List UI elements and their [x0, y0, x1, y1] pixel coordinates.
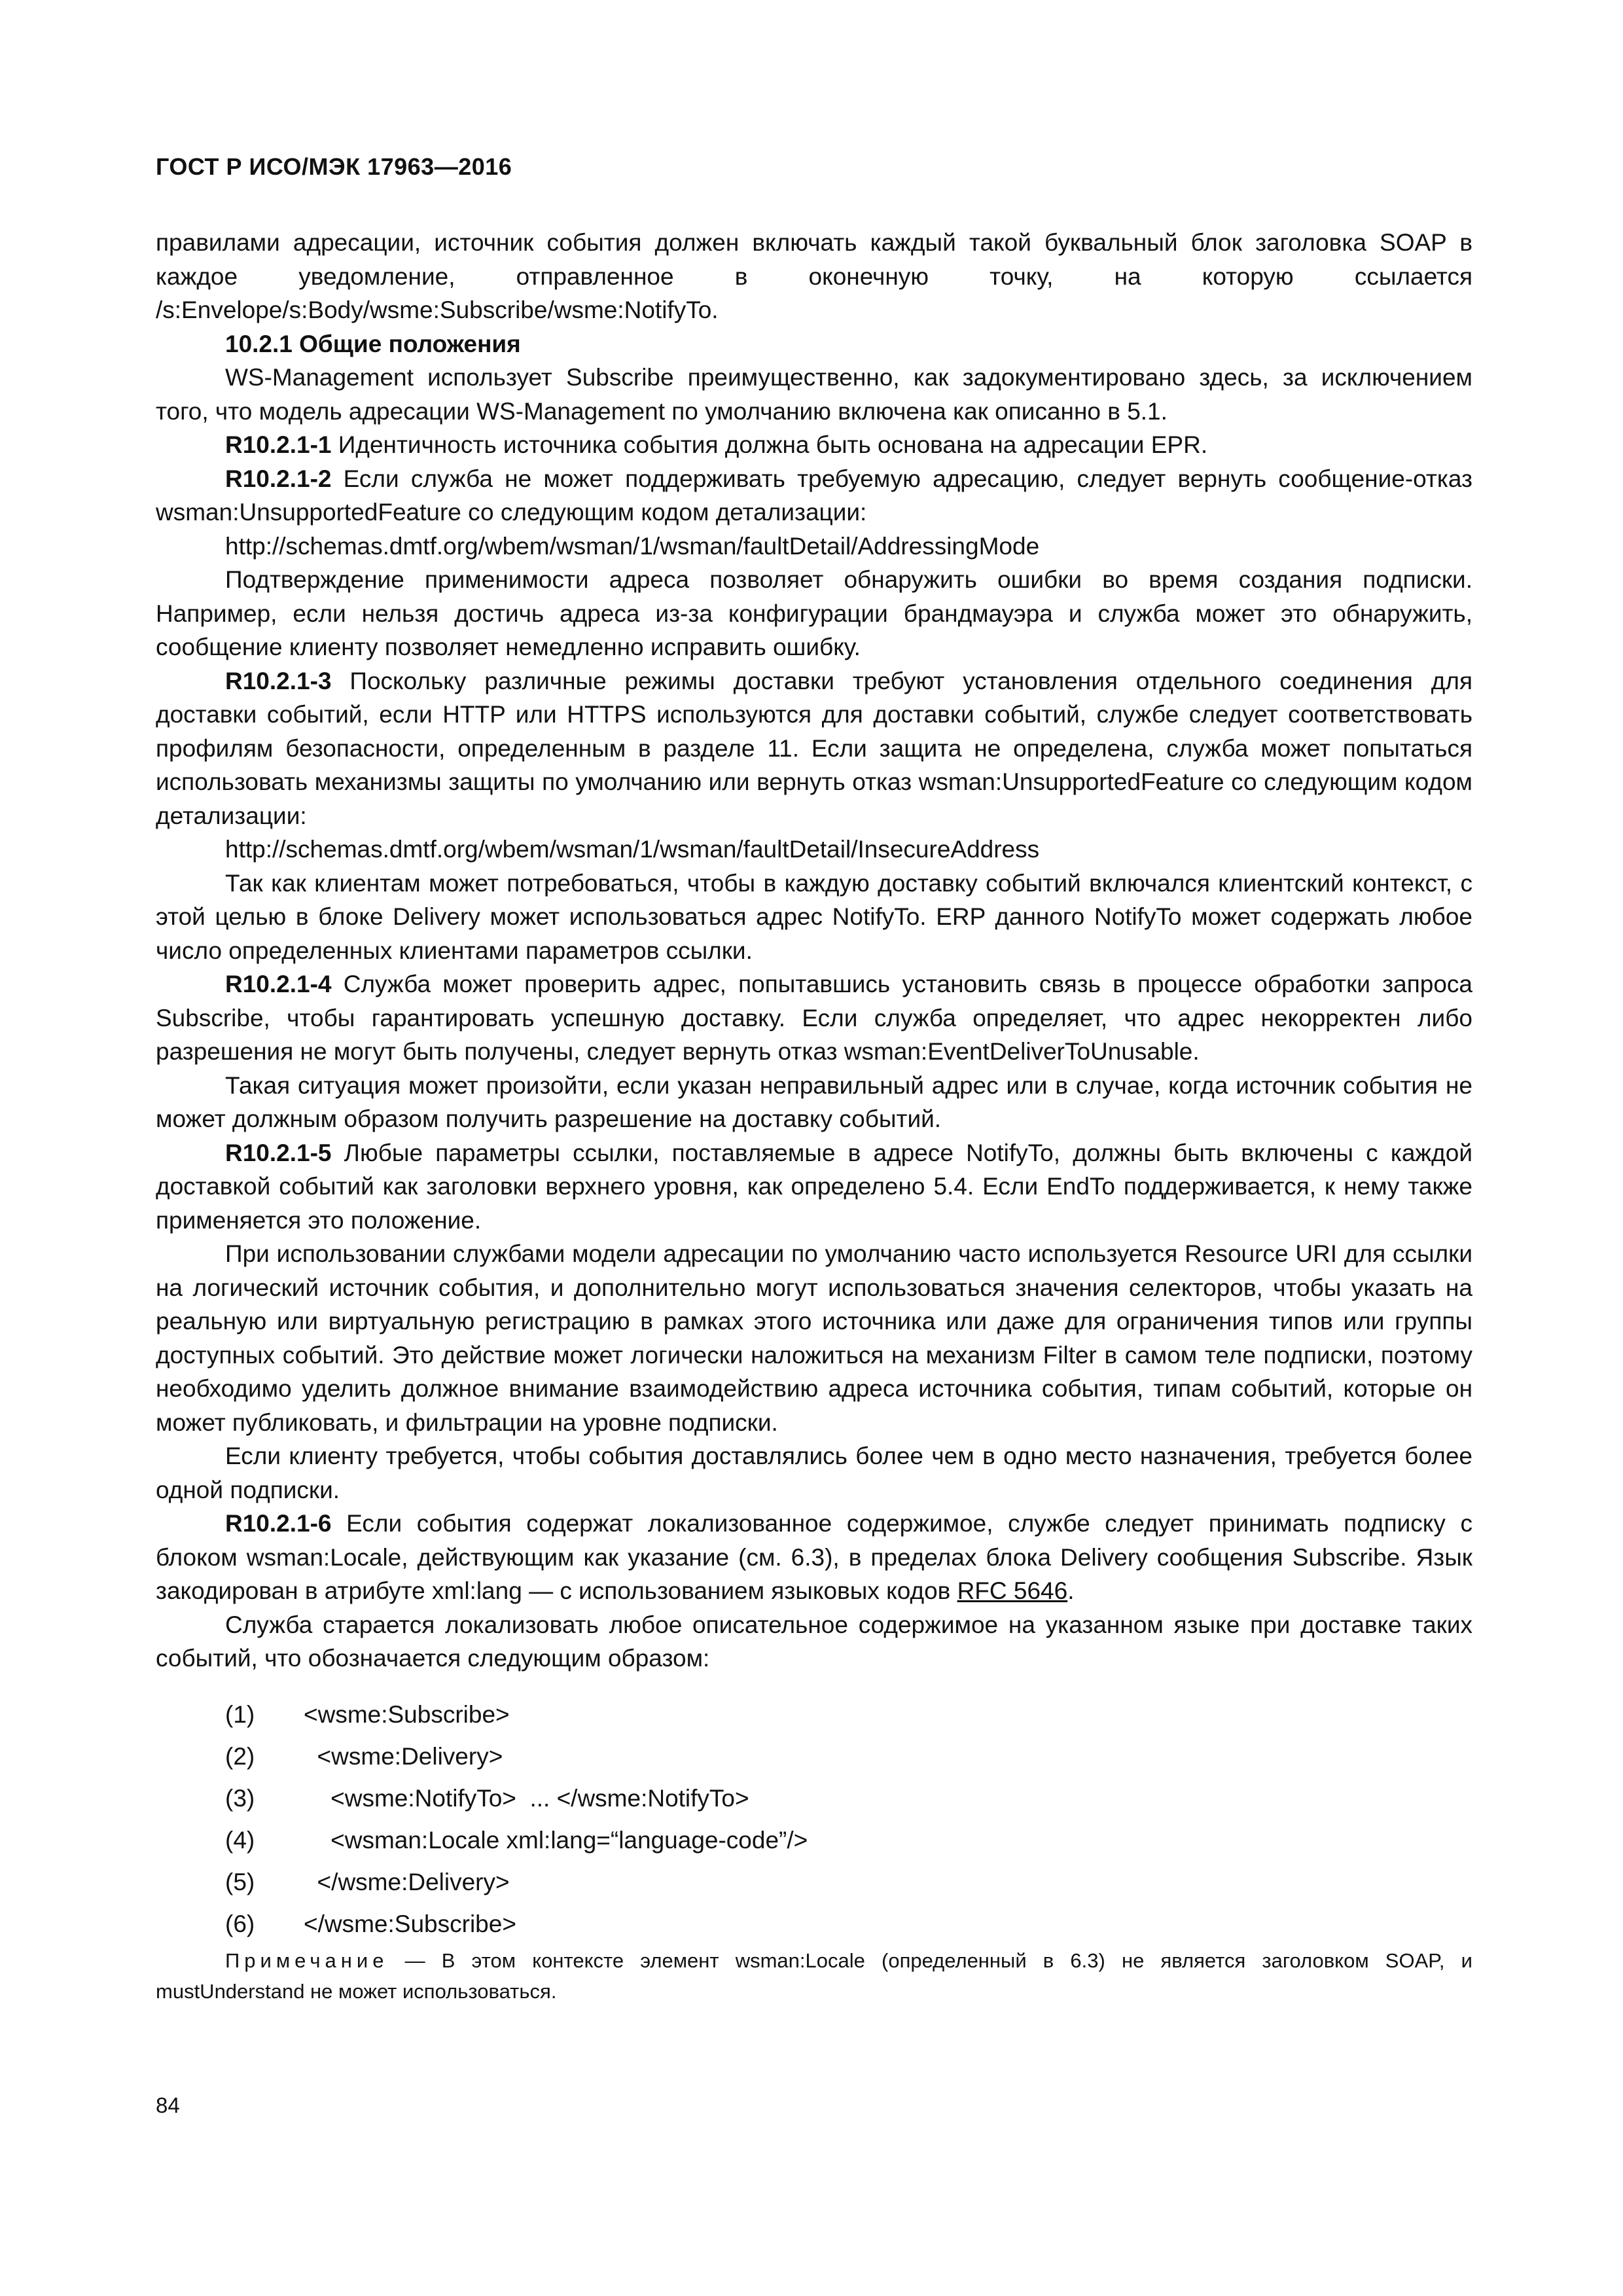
code-line [156, 1820, 1472, 1861]
code-line [156, 1861, 1472, 1903]
code-line-text: <wsme:Subscribe> [304, 1700, 510, 1728]
rfc-5646-link[interactable]: RFC 5646 [957, 1577, 1068, 1604]
code-line-text: <wsme:NotifyTo> ... </wsme:NotifyTo> [304, 1784, 749, 1812]
requirement-r4 [156, 967, 1472, 1069]
requirement-r2 [156, 462, 1472, 529]
note [156, 1945, 1472, 2007]
paragraph-localize: Служба старается локализовать любое описательное содержимое на указанном языке при доставке таких событий, что обозначается следующим образом: [156, 1611, 1472, 1672]
document-header: ГОСТ Р ИСО/МЭК 17963—2016 [156, 153, 512, 180]
section-heading: 10.2.1 Общие положения [225, 330, 521, 357]
paragraph-intro: WS-Management использует Subscribe преимущественно, как задокументировано здесь, за исключением того, что модель адресации WS-Management по умолчанию включена как описанно в 5.1. [156, 364, 1472, 425]
fault-detail-uri: http://schemas.dmtf.org/wbem/wsman/1/wsman/faultDetail/AddressingMode [225, 532, 1040, 560]
paragraph-multi: Если клиенту требуется, чтобы события доставлялись более чем в одно место назначения, требуется более одной подписки. [156, 1443, 1472, 1503]
code-line [156, 1694, 1472, 1736]
code-line-number: (5) [225, 1868, 255, 1895]
document-body [156, 226, 1472, 2007]
requirement-text-end: . [1067, 1577, 1075, 1604]
code-example [156, 1694, 1472, 1945]
page-number: 84 [156, 2093, 180, 2117]
requirement-text: Идентичность источника события должна быть основана на адресации EPR. [331, 431, 1208, 458]
code-line-text: </wsme:Delivery> [304, 1868, 510, 1895]
requirement-id: R10.2.1-1 [225, 431, 332, 458]
code-line [156, 1778, 1472, 1820]
code-line [156, 1903, 1472, 1945]
requirement-r6 [156, 1507, 1472, 1608]
paragraph-continuation: правилами адресации, источник события должен включать каждый такой буквальный блок заголовка SOAP в каждое уведомление, отправленное в оконечную точку, на которую ссылается /s:Envelope/s:Body/wsme:Subscribe/wsme:NotifyTo. [156, 229, 1472, 323]
requirement-r5 [156, 1136, 1472, 1238]
code-line-number: (3) [225, 1784, 255, 1812]
paragraph-confirm: Подтверждение применимости адреса позволяет обнаружить ошибки во время создания подписки. Например, если нельзя достичь адреса из-за конфигурации брандмауэра и служба может это обнаружить, сообщение клиенту позволяет немедленно исправить ошибку. [156, 566, 1472, 660]
code-line-number: (2) [225, 1742, 255, 1770]
fault-detail-uri: http://schemas.dmtf.org/wbem/wsman/1/wsman/faultDetail/InsecureAddress [225, 836, 1040, 863]
code-line-text: <wsman:Locale xml:lang=“language-code”/> [304, 1826, 808, 1854]
requirement-text: Если служба не может поддерживать требуемую адресацию, следует вернуть сообщение-отказ wsman:UnsupportedFeature со следующим кодом детализации: [156, 465, 1472, 526]
requirement-id: R10.2.1-2 [225, 465, 332, 492]
code-line [156, 1736, 1472, 1778]
requirement-id: R10.2.1-3 [225, 667, 332, 694]
code-line-number: (1) [225, 1700, 255, 1728]
requirement-id: R10.2.1-4 [225, 971, 332, 997]
note-label: Примечание [225, 1948, 389, 1972]
requirement-text: Если события содержат локализованное содержимое, службе следует принимать подписку с блоком wsman:Locale, действующим как указание (см. 6.3), в пределах блока Delivery сообщения Subscribe. Язык закодирован в атрибуте xml:lang — с использованием языковых кодов [156, 1510, 1472, 1604]
requirement-r1 [156, 428, 1472, 462]
paragraph-usage: При использовании службами модели адресации по умолчанию часто используется Resource URI для ссылки на логический источник события, и дополнительно могут использоваться значения селекторов, чтобы указать на реальную или виртуальную регистрацию в рамках этого источника или даже для ограничения типов или группы доступных событий. Это действие может логически наложиться на механизм Filter в самом теле подписки, поэтому необходимо уделить должное внимание взаимодействию адреса источника события, типам событий, которые он может публиковать, и фильтрации на уровне подписки. [156, 1240, 1472, 1436]
paragraph-clients: Так как клиентам может потребоваться, чтобы в каждую доставку событий включался клиентский контекст, с этой целью в блоке Delivery может использоваться адрес NotifyTo. ERP данного NotifyTo может содержать любое число определенных клиентами параметров ссылки. [156, 869, 1472, 964]
requirement-text: Любые параметры ссылки, поставляемые в адресе NotifyTo, должны быть включены с каждой доставкой событий как заголовки верхнего уровня, как определено 5.4. Если EndTo поддерживается, к нему также применяется это положение. [156, 1139, 1472, 1234]
requirement-id: R10.2.1-6 [225, 1510, 332, 1537]
code-line-number: (6) [225, 1910, 255, 1937]
requirement-text: Служба может проверить адрес, попытавшись установить связь в процессе обработки запроса Subscribe, чтобы гарантировать успешную доставку. Если служба определяет, что адрес некорректен либо разрешения не могут быть получены, следует вернуть отказ wsman:EventDeliverToUnusable. [156, 971, 1472, 1065]
requirement-text: Поскольку различные режимы доставки требуют установления отдельного соединения для доставки событий, если HTTP или HTTPS используются для доставки событий, службе следует соответствовать профилям безопасности, определенным в разделе 11. Если защита не определена, служба может попытаться использовать механизмы защиты по умолчанию или вернуть отказ wsman:UnsupportedFeature со следующим кодом детализации: [156, 667, 1472, 829]
requirement-r3 [156, 664, 1472, 833]
requirement-id: R10.2.1-5 [225, 1139, 332, 1166]
code-line-number: (4) [225, 1826, 255, 1854]
paragraph-situation: Такая ситуация может произойти, если указан неправильный адрес или в случае, когда источник события не может должным образом получить разрешение на доставку событий. [156, 1071, 1472, 1132]
code-line-text: </wsme:Subscribe> [304, 1910, 516, 1937]
code-line-text: <wsme:Delivery> [304, 1742, 503, 1770]
note-text: — В этом контексте элемент wsman:Locale (определенный в 6.3) не является заголовком SOAP, и mustUnderstand не может использоваться. [156, 1948, 1472, 2003]
